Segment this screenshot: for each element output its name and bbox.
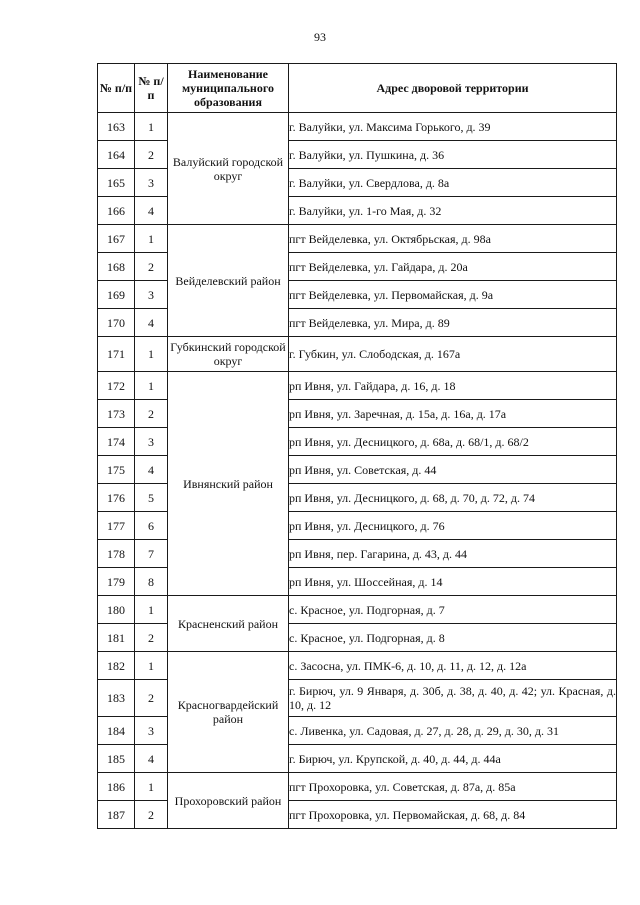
header-sub-num: № п/п	[135, 64, 168, 113]
address-cell: пгт Вейделевка, ул. Мира, д. 89	[289, 309, 617, 337]
row-number: 178	[98, 540, 135, 568]
courtyard-register-table	[97, 63, 617, 829]
municipality-cell: Красненский район	[168, 596, 289, 652]
address-cell: пгт Вейделевка, ул. Гайдара, д. 20а	[289, 253, 617, 281]
table-row	[98, 652, 617, 680]
row-sub-number: 1	[135, 596, 168, 624]
row-number: 165	[98, 169, 135, 197]
address-cell: рп Ивня, ул. Десницкого, д. 68, д. 70, д. 72, д. 74	[289, 484, 617, 512]
row-number: 186	[98, 773, 135, 801]
address-cell: рп Ивня, ул. Заречная, д. 15а, д. 16а, д. 17а	[289, 400, 617, 428]
address-cell: рп Ивня, ул. Десницкого, д. 68а, д. 68/1, д. 68/2	[289, 428, 617, 456]
table-row	[98, 773, 617, 801]
municipality-cell: Прохоровский район	[168, 773, 289, 829]
header-row	[98, 64, 617, 113]
municipality-cell: Губкинский городской округ	[168, 337, 289, 372]
row-sub-number: 1	[135, 773, 168, 801]
row-sub-number: 3	[135, 428, 168, 456]
row-number: 167	[98, 225, 135, 253]
address-cell: пгт Прохоровка, ул. Советская, д. 87а, д. 85а	[289, 773, 617, 801]
header-num: № п/п	[98, 64, 135, 113]
row-sub-number: 2	[135, 141, 168, 169]
row-number: 175	[98, 456, 135, 484]
row-sub-number: 1	[135, 113, 168, 141]
row-number: 176	[98, 484, 135, 512]
row-sub-number: 1	[135, 225, 168, 253]
municipality-cell: Красногвардейский район	[168, 652, 289, 773]
row-number: 180	[98, 596, 135, 624]
address-cell: г. Губкин, ул. Слободская, д. 167а	[289, 337, 617, 372]
row-number: 171	[98, 337, 135, 372]
address-cell: пгт Вейделевка, ул. Первомайская, д. 9а	[289, 281, 617, 309]
row-sub-number: 1	[135, 337, 168, 372]
row-sub-number: 2	[135, 400, 168, 428]
address-cell: рп Ивня, ул. Гайдара, д. 16, д. 18	[289, 372, 617, 400]
address-cell: рп Ивня, ул. Шоссейная, д. 14	[289, 568, 617, 596]
row-sub-number: 4	[135, 745, 168, 773]
table-row	[98, 225, 617, 253]
row-number: 174	[98, 428, 135, 456]
address-cell: пгт Вейделевка, ул. Октябрьская, д. 98а	[289, 225, 617, 253]
row-number: 184	[98, 717, 135, 745]
municipality-cell: Вейделевский район	[168, 225, 289, 337]
row-sub-number: 8	[135, 568, 168, 596]
row-sub-number: 7	[135, 540, 168, 568]
address-cell: г. Валуйки, ул. Свердлова, д. 8а	[289, 169, 617, 197]
row-number: 187	[98, 801, 135, 829]
row-sub-number: 3	[135, 281, 168, 309]
row-sub-number: 3	[135, 169, 168, 197]
row-sub-number: 6	[135, 512, 168, 540]
table-body	[98, 113, 617, 829]
row-number: 185	[98, 745, 135, 773]
row-sub-number: 1	[135, 652, 168, 680]
row-sub-number: 2	[135, 253, 168, 281]
address-cell: рп Ивня, ул. Десницкого, д. 76	[289, 512, 617, 540]
row-number: 177	[98, 512, 135, 540]
address-cell: с. Красное, ул. Подгорная, д. 8	[289, 624, 617, 652]
row-sub-number: 2	[135, 801, 168, 829]
address-cell: г. Бирюч, ул. Крупской, д. 40, д. 44, д. 44а	[289, 745, 617, 773]
address-cell: рп Ивня, пер. Гагарина, д. 43, д. 44	[289, 540, 617, 568]
row-number: 181	[98, 624, 135, 652]
table-row	[98, 372, 617, 400]
table-row	[98, 337, 617, 372]
table-row	[98, 596, 617, 624]
row-number: 164	[98, 141, 135, 169]
row-number: 173	[98, 400, 135, 428]
row-sub-number: 3	[135, 717, 168, 745]
row-sub-number: 2	[135, 680, 168, 717]
address-cell: г. Валуйки, ул. Пушкина, д. 36	[289, 141, 617, 169]
address-cell: с. Красное, ул. Подгорная, д. 7	[289, 596, 617, 624]
header-municipality: Наименование муниципального образования	[168, 64, 289, 113]
row-sub-number: 1	[135, 372, 168, 400]
row-number: 179	[98, 568, 135, 596]
address-cell: г. Бирюч, ул. 9 Января, д. 30б, д. 38, д. 40, д. 42; ул. Красная, д. 10, д. 12	[289, 680, 617, 717]
row-number: 172	[98, 372, 135, 400]
address-cell: г. Валуйки, ул. 1-го Мая, д. 32	[289, 197, 617, 225]
page-number: 93	[314, 30, 326, 44]
row-number: 166	[98, 197, 135, 225]
municipality-cell: Валуйский городской округ	[168, 113, 289, 225]
row-number: 163	[98, 113, 135, 141]
municipality-cell: Ивнянский район	[168, 372, 289, 596]
address-cell: пгт Прохоровка, ул. Первомайская, д. 68, д. 84	[289, 801, 617, 829]
header-address: Адрес дворовой территории	[289, 64, 617, 113]
address-cell: рп Ивня, ул. Советская, д. 44	[289, 456, 617, 484]
row-number: 170	[98, 309, 135, 337]
address-cell: г. Валуйки, ул. Максима Горького, д. 39	[289, 113, 617, 141]
address-cell: с. Засосна, ул. ПМК-6, д. 10, д. 11, д. 12, д. 12а	[289, 652, 617, 680]
row-sub-number: 4	[135, 197, 168, 225]
row-sub-number: 4	[135, 456, 168, 484]
address-cell: с. Ливенка, ул. Садовая, д. 27, д. 28, д. 29, д. 30, д. 31	[289, 717, 617, 745]
table-row	[98, 113, 617, 141]
row-number: 169	[98, 281, 135, 309]
row-sub-number: 5	[135, 484, 168, 512]
row-number: 183	[98, 680, 135, 717]
row-number: 168	[98, 253, 135, 281]
row-sub-number: 4	[135, 309, 168, 337]
row-sub-number: 2	[135, 624, 168, 652]
row-number: 182	[98, 652, 135, 680]
